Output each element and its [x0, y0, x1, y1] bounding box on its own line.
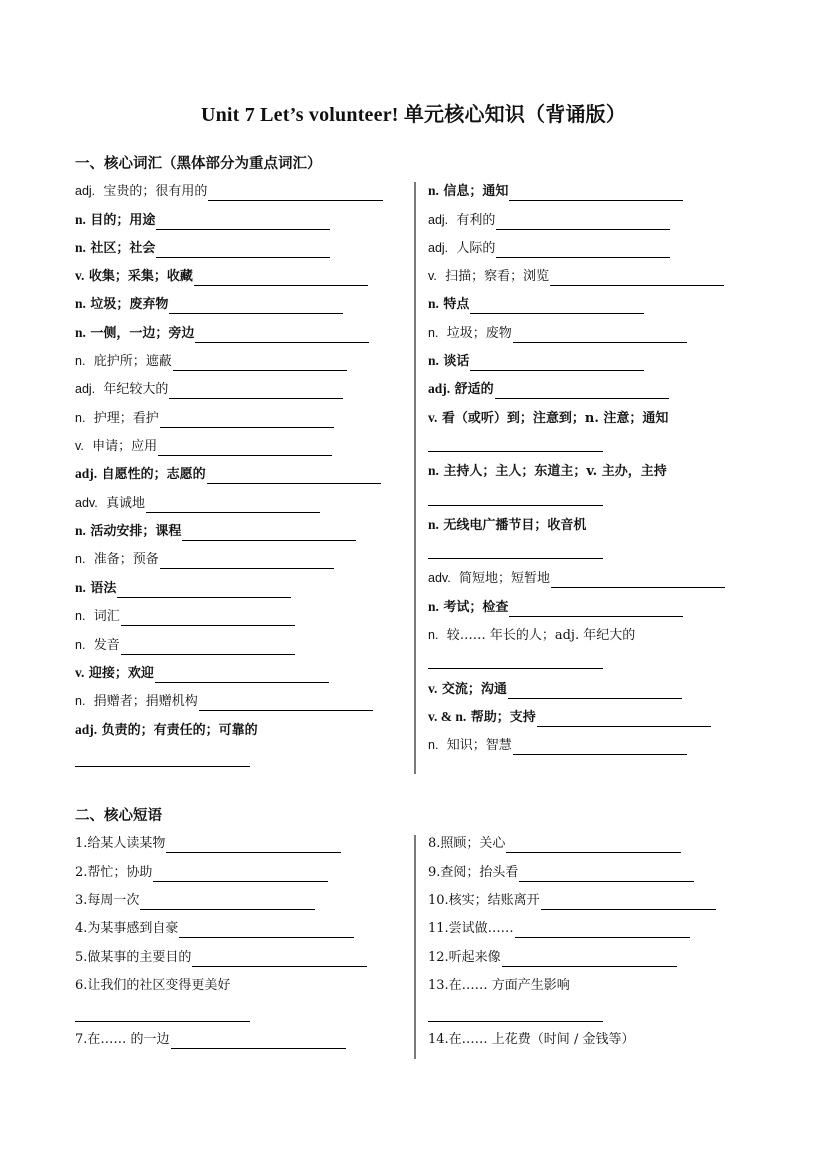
- vocab-item: n. 语法: [75, 579, 291, 598]
- answer-line: [75, 1020, 250, 1022]
- vocab-item: adj. 自愿性的；志愿的: [75, 465, 381, 484]
- answer-line: [428, 1020, 603, 1022]
- phrase-item: 3.每周一次: [75, 892, 315, 910]
- vocab-item: n. 庇护所；遮蔽: [75, 352, 347, 371]
- vocab-item: adv. 真诚地: [75, 494, 320, 513]
- vocab-item: n. 特点: [428, 295, 644, 314]
- vocab-item: n. 垃圾；废物: [428, 324, 687, 343]
- vocab-item: n. 活动安排；课程: [75, 522, 356, 541]
- vocab-item: adj. 人际的: [428, 239, 670, 258]
- vocab-item: v. 扫描；察看；浏览: [428, 267, 724, 286]
- vocab-item: n. 垃圾；废弃物: [75, 295, 343, 314]
- vocab-item: v. 看（或听）到；注意到；n. 注意；通知: [428, 410, 669, 426]
- phrase-item: 2.帮忙；协助: [75, 864, 328, 882]
- answer-line: [428, 667, 603, 669]
- phrase-item: 13.在…… 方面产生影响: [428, 978, 570, 993]
- vocab-item: n. 发音: [75, 636, 295, 655]
- column-divider: [414, 835, 416, 1059]
- phrase-item: 14.在…… 上花费（时间 / 金钱等）: [428, 1032, 635, 1047]
- vocab-item: n. 社区；社会: [75, 239, 330, 258]
- column-divider: [414, 182, 416, 774]
- vocab-item: v. 迎接；欢迎: [75, 664, 329, 683]
- vocab-item: n. 谈话: [428, 352, 644, 371]
- answer-line: [428, 450, 603, 452]
- vocab-item: n. 主持人；主人；东道主；v. 主办，主持: [428, 463, 667, 479]
- vocab-item: n. 知识；智慧: [428, 736, 687, 755]
- phrase-item: 12.听起来像: [428, 949, 677, 967]
- vocab-item: adv. 简短地；短暂地: [428, 569, 725, 588]
- vocab-item: v. & n. 帮助；支持: [428, 708, 711, 727]
- section-vocabulary-heading: 一、核心词汇（黑体部分为重点词汇）: [75, 155, 322, 172]
- phrase-item: 6.让我们的社区变得更美好: [75, 978, 231, 993]
- vocab-item: adj. 年纪较大的: [75, 380, 343, 399]
- vocab-item: adj. 舒适的: [428, 380, 669, 399]
- vocab-item: n. 词汇: [75, 607, 295, 626]
- phrase-item: 7.在…… 的一边: [75, 1031, 346, 1049]
- phrase-item: 9.查阅；抬头看: [428, 864, 694, 882]
- answer-line: [428, 557, 603, 559]
- vocab-item: v. 交流；沟通: [428, 680, 682, 699]
- vocab-item: n. 考试；检查: [428, 598, 683, 617]
- answer-line: [75, 765, 250, 767]
- vocab-item: v. 收集；采集；收藏: [75, 267, 368, 286]
- vocab-item: n. 捐赠者；捐赠机构: [75, 692, 373, 711]
- section-phrases-heading: 二、核心短语: [75, 807, 162, 824]
- vocab-item: n. 护理；看护: [75, 409, 334, 428]
- phrase-item: 4.为某事感到自豪: [75, 920, 354, 938]
- vocab-item: n. 无线电广播节目；收音机: [428, 517, 587, 533]
- vocab-item: n. 信息；通知: [428, 182, 683, 201]
- phrase-item: 8.照顾；关心: [428, 835, 681, 853]
- vocab-item: n. 较…… 年长的人；adj. 年纪大的: [428, 628, 636, 643]
- phrase-item: 11.尝试做……: [428, 920, 690, 938]
- answer-line: [428, 504, 603, 506]
- vocab-item: n. 目的；用途: [75, 211, 330, 230]
- vocab-item: v. 申请；应用: [75, 437, 332, 456]
- vocab-item: adj. 有利的: [428, 211, 670, 230]
- vocab-item: n. 准备；预备: [75, 550, 334, 569]
- page-title: Unit 7 Let’s volunteer! 单元核心知识（背诵版）: [200, 104, 627, 126]
- vocab-item: adj. 负责的；有责任的；可靠的: [75, 722, 258, 738]
- vocab-item: n. 一侧，一边；旁边: [75, 324, 369, 343]
- phrase-item: 10.核实；结账离开: [428, 892, 716, 910]
- phrase-item: 5.做某事的主要目的: [75, 949, 367, 967]
- vocab-item: adj. 宝贵的；很有用的: [75, 182, 383, 201]
- phrase-item: 1.给某人读某物: [75, 835, 341, 853]
